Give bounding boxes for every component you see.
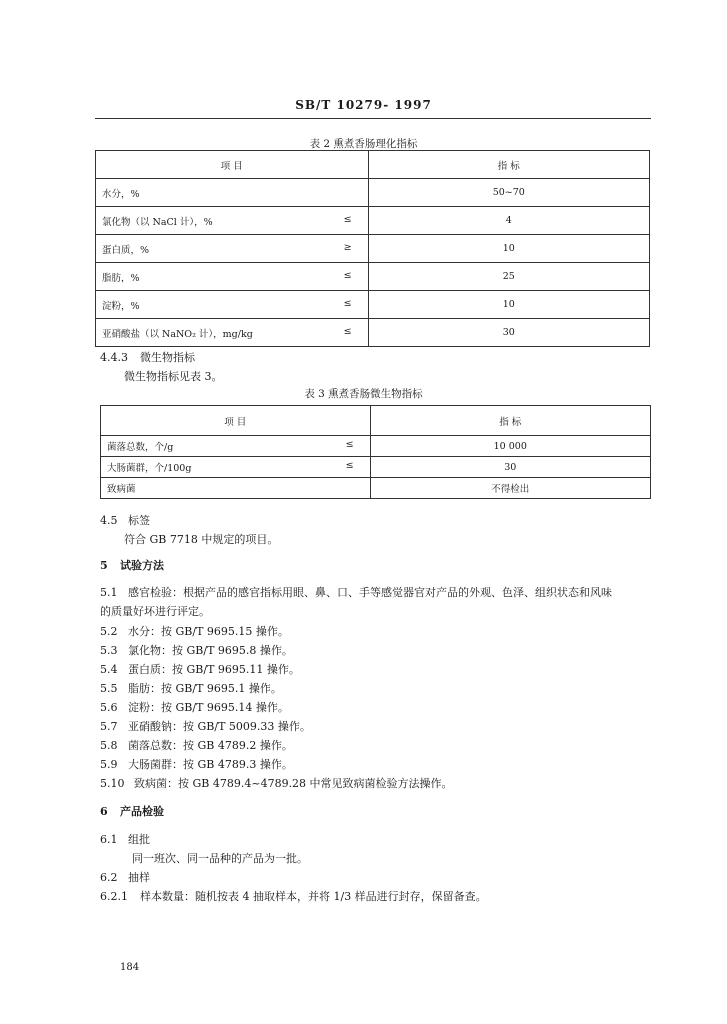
table3	[100, 405, 651, 499]
table-row	[96, 263, 650, 291]
section-5-7: 5.7 亚硝酸钠：按 GB/T 5009.33 操作。	[100, 720, 311, 733]
table-row	[96, 207, 650, 235]
table-cell-value: 4	[368, 207, 649, 235]
section-6-heading: 6 产品检验	[100, 805, 164, 818]
table2-header-row	[96, 151, 650, 179]
table3-col-index: 指 标	[370, 406, 650, 436]
table3-header-row	[101, 406, 651, 436]
table-row	[96, 179, 650, 207]
table-row	[96, 319, 650, 347]
table-cell-value: 30	[370, 457, 650, 478]
table-cell-value: 30	[368, 319, 649, 347]
table-cell-value: 10 000	[370, 436, 650, 457]
section-4-5-heading: 4.5 标签	[100, 514, 150, 527]
section-4-4-3-text: 微生物指标见表 3。	[124, 370, 223, 383]
table2	[95, 150, 650, 347]
table-cell-value: 10	[368, 235, 649, 263]
table3-col-item: 项 目	[101, 406, 371, 436]
section-6-1-heading: 6.1 组批	[100, 833, 150, 846]
page-number: 184	[120, 962, 140, 973]
section-5-1-cont: 的质量好坏进行评定。	[100, 605, 210, 618]
section-6-1-text: 同一班次、同一品种的产品为一批。	[132, 852, 308, 865]
section-6-2-heading: 6.2 抽样	[100, 871, 150, 884]
table2-col-index: 指 标	[368, 151, 649, 179]
section-5-4: 5.4 蛋白质：按 GB/T 9695.11 操作。	[100, 663, 300, 676]
table-row	[101, 478, 651, 499]
document-header: SB/T 10279- 1997	[295, 98, 432, 112]
table-cell-value: 10	[368, 291, 649, 319]
table2-col-item: 项 目	[96, 151, 369, 179]
section-5-heading: 5 试验方法	[100, 559, 164, 572]
section-6-2-1: 6.2.1 样本数量：随机按表 4 抽取样本，并将 1/3 样品进行封存，保留备查。	[100, 890, 487, 903]
table-cell-item: 菌落总数，个/g ≤	[101, 436, 371, 457]
table-cell-item: 蛋白质，% ≥	[96, 235, 369, 263]
header-rule	[95, 118, 651, 119]
table-cell-item: 致病菌	[101, 478, 371, 499]
table-row	[96, 291, 650, 319]
table2-caption: 表 2 熏煮香肠理化指标	[309, 138, 418, 150]
section-4-4-3-heading: 4.4.3 微生物指标	[100, 351, 195, 364]
section-5-8: 5.8 菌落总数：按 GB 4789.2 操作。	[100, 739, 293, 752]
table-cell-item: 氯化物（以 NaCl 计），% ≤	[96, 207, 369, 235]
section-5-1: 5.1 感官检验：根据产品的感官指标用眼、鼻、口、手等感觉器官对产品的外观、色泽、组织状态和风味	[100, 586, 612, 599]
table-cell-item: 大肠菌群，个/100g ≤	[101, 457, 371, 478]
table-cell-item: 脂肪，% ≤	[96, 263, 369, 291]
section-5-5: 5.5 脂肪：按 GB/T 9695.1 操作。	[100, 682, 282, 695]
table-cell-value: 25	[368, 263, 649, 291]
section-5-9: 5.9 大肠菌群：按 GB 4789.3 操作。	[100, 758, 293, 771]
table-row	[101, 457, 651, 478]
table3-caption: 表 3 熏煮香肠微生物指标	[304, 388, 423, 400]
table-cell-value: 不得检出	[370, 478, 650, 499]
table-cell-value: 50~70	[368, 179, 649, 207]
table-cell-item: 淀粉，% ≤	[96, 291, 369, 319]
table-cell-item: 亚硝酸盐（以 NaNO₂ 计），mg/kg ≤	[96, 319, 369, 347]
section-5-10: 5.10 致病菌：按 GB 4789.4~4789.28 中常见致病菌检验方法操作。	[100, 777, 453, 790]
section-5-3: 5.3 氯化物：按 GB/T 9695.8 操作。	[100, 644, 293, 657]
table-row	[101, 436, 651, 457]
table-row	[96, 235, 650, 263]
section-5-2: 5.2 水分：按 GB/T 9695.15 操作。	[100, 625, 289, 638]
table-cell-item: 水分，%	[96, 179, 369, 207]
section-5-6: 5.6 淀粉：按 GB/T 9695.14 操作。	[100, 701, 289, 714]
section-4-5-text: 符合 GB 7718 中规定的项目。	[124, 533, 279, 546]
